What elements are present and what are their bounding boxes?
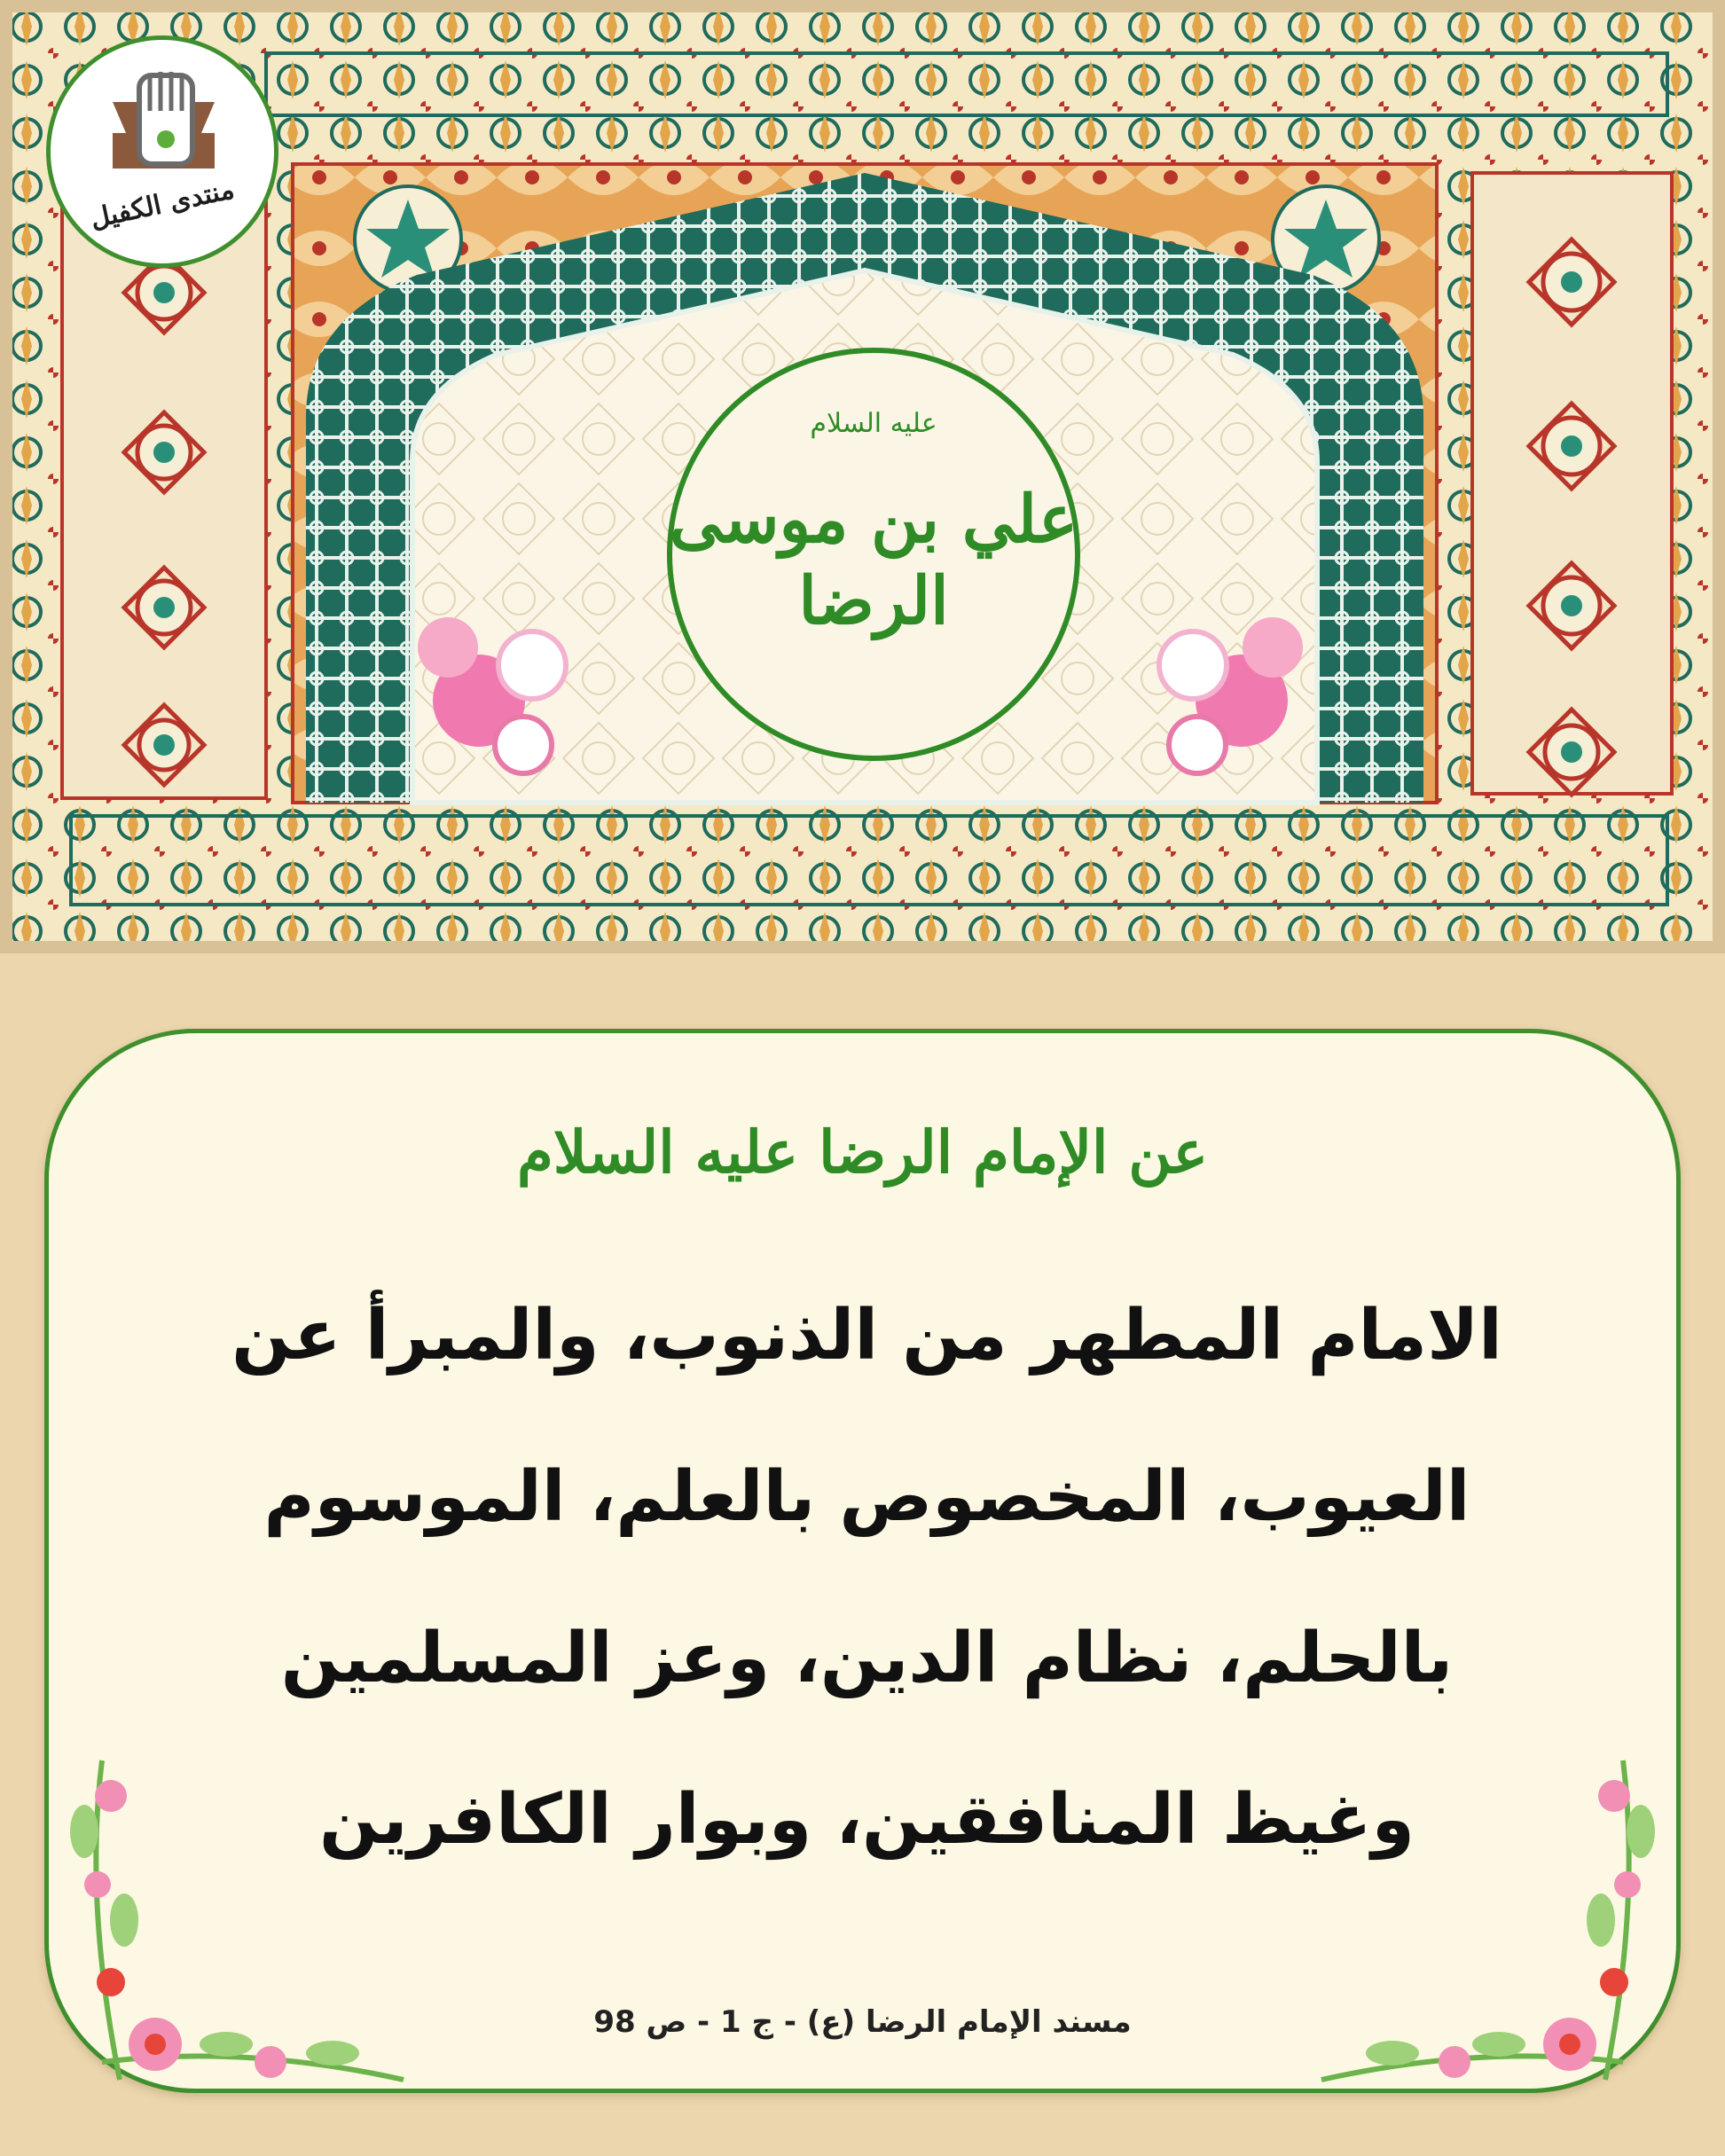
card-title: عن الإمام الرضا عليه السلام xyxy=(517,1117,1208,1187)
calligraphy-medallion xyxy=(665,346,1082,763)
medallion-line: الرضا xyxy=(798,563,949,639)
logo-text: منتدى الكفيل xyxy=(87,174,238,235)
site-logo xyxy=(46,35,278,268)
quote-line: وغيظ المنافقين، وبوار الكافرين xyxy=(319,1780,1415,1860)
flower-corner-right-icon xyxy=(1304,1725,1676,2097)
medallion-calligraphy xyxy=(665,479,1082,642)
flower-corner-left-icon xyxy=(49,1725,421,2097)
medallion-line: علي بن موسى xyxy=(669,482,1078,558)
quote-line: بالحلم، نظام الدين، وعز المسلمين xyxy=(280,1619,1454,1698)
quote-line: العيوب، المخصوص بالعلم، الموسوم xyxy=(263,1457,1470,1537)
quote-line: الامام المطهر من الذنوب، والمبرأ عن xyxy=(231,1296,1502,1376)
quote-card xyxy=(44,1029,1681,2093)
medallion-subtitle: عليه السلام xyxy=(810,408,937,439)
source-citation: مسند الإمام الرضا (ع) - ج 1 - ص 98 xyxy=(593,2004,1132,2040)
